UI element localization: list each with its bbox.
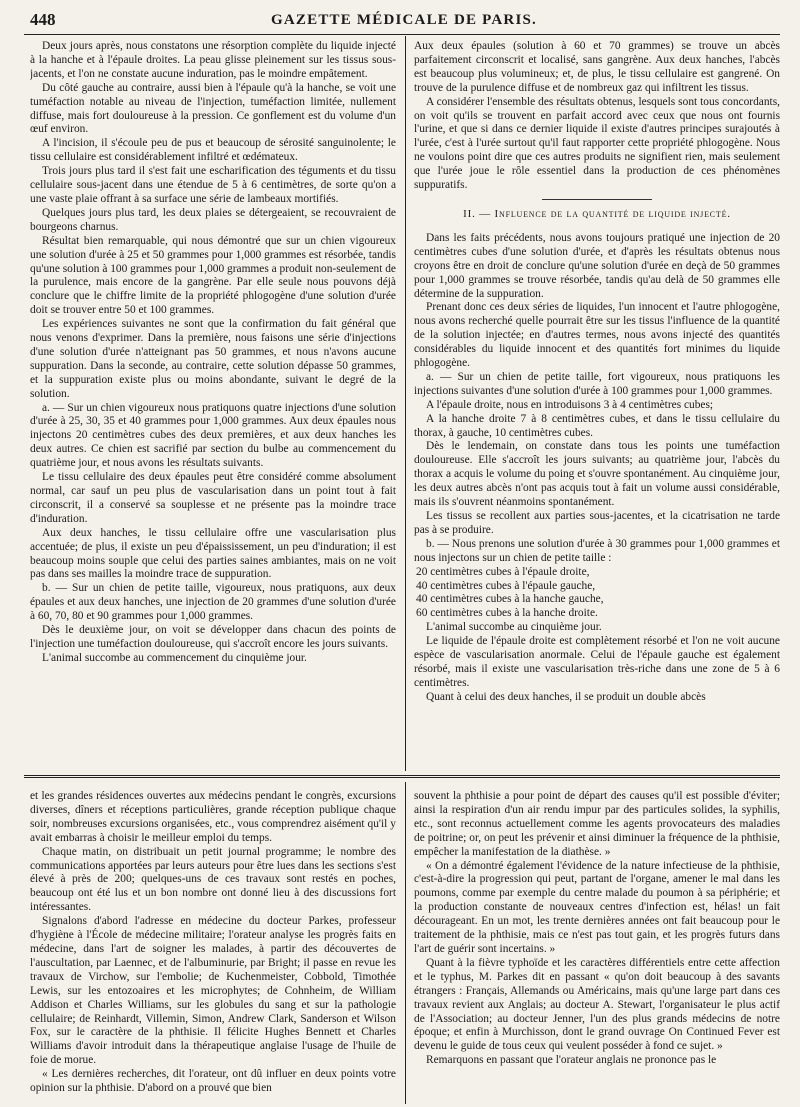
paragraph: « Les dernières recherches, dit l'orateur, ont dû influer en deux points votre opinion sur la phthisie. D'abord on a prouvé que bien bbox=[30, 1068, 396, 1095]
paragraph: A l'épaule droite, nous en introduisons 3 à 4 centimètres cubes; bbox=[426, 398, 714, 411]
paragraph: A la hanche droite 7 à 8 centimètres cubes, et dans le tissu cellulaire du thorax, à gauche, 10 centimètres cubes. bbox=[414, 412, 780, 439]
paragraph: Quant à celui des deux hanches, il se produit un double abcès bbox=[426, 690, 706, 703]
lower-left-column bbox=[30, 790, 396, 1105]
paragraph: Le liquide de l'épaule droite est complètement résorbé et l'on ne voit aucune espèce de vascularisation anormale. Celui de l'épaule gauche est également résorbé, mais il existe une vascularisation très-riche dans une zone de 5 à 6 centimètres. bbox=[414, 635, 780, 689]
list-item: 40 centimètres cubes à la hanche gauche, bbox=[416, 593, 604, 606]
list-item: 60 centimètres cubes à la hanche droite. bbox=[416, 607, 598, 620]
paragraph: Dès le lendemain, on constate dans tous les points une tuméfaction douloureuse. Elle s'accroît les jours suivants; au quatrième jour, l'abcès du thorax a acquis le volume du poing et s'ouvre spontanément. Au cinquième jour, les deux autres abcès n'ont pas acquis tout à fait un volume aussi considérable, mais ils s'ouvrent néanmoins spontanément. bbox=[414, 440, 780, 509]
paragraph: Les tissus se recollent aux parties sous-jacentes, et la cicatrisation ne tarde pas à se produire. bbox=[414, 510, 780, 536]
paragraph: Trois jours plus tard il s'est fait une escharification des téguments et du tissu cellulaire sous-jacent dans une étendue de 5 à 6 centimètres, de sorte qu'on a une vaste plaie offrant à sa surface une série de lambeaux mortifiés. bbox=[30, 165, 396, 205]
paragraph: « On a démontré également l'évidence de la nature infectieuse de la phthisie, c'est-à-dire la progression qui peut, partant de l'organe, amener le mal dans les poumons, comme par exemple du centre malade du poumon à sa périphérie; et la production constante de nouveaux centres d'infection est, hélas! un fait décourageant. En un mot, les trente dernières années ont fait beaucoup pour le traitement de la phthisie, mais ce n'est pas tout gain, et les progrès futurs dans l'art de guérir sont incertains. » bbox=[414, 859, 780, 955]
paragraph: Quant à la fièvre typhoïde et les caractères différentiels entre cette affection et le typhus, M. Parkes dit en passant « qu'on doit beaucoup à des savants étrangers : Français, Allemands ou Américains, mais qu'une large part dans ces travaux revient aux Anglais; au docteur A. Stewart, l'organisateur le plus actif de l'Association; au docteur Jenner, l'un des plus grands médecins de notre époque; et enfin à Murchisson, dont le grand ouvrage On Continued Fever est devenu le guide de tous ceux qui veulent posséder à fond ce sujet. » bbox=[414, 956, 780, 1053]
upper-right-column bbox=[414, 40, 780, 772]
paragraph: Aux deux hanches, le tissu cellulaire offre une vascularisation plus accentuée; de plus, il existe un peu d'épaississement, un peu d'induration; il est beaucoup moins souple que celui des parties saines ambiantes, mais on ne voit pas dans ses mailles la moindre trace de suppuration. bbox=[30, 526, 396, 581]
journal-title: GAZETTE MÉDICALE DE PARIS. bbox=[271, 11, 537, 28]
page-number: 448 bbox=[30, 10, 56, 29]
paragraph: A considérer l'ensemble des résultats obtenus, lesquels sont tous concordants, on voit qu'ils se trouvent en parfait accord avec ceux que nous ont fournis l'urine, et que si dans ce dernier liquide il existe d'autres principes surajoutés à l'urée, c'est à l'urée surtout qu'il faut rapporter cette propriété phlogogène. Nous ne voulons point dire que ces autres produits ne signifient rien, mais seulement que l'urée joue le rôle essentiel dans la production de ces phénomènes suppuratifs. bbox=[414, 95, 780, 192]
paragraph: Résultat bien remarquable, qui nous démontré que sur un chien vigoureux une solution d'urée à 25 et 50 grammes pour 1,000 grammes est résorbée, tandis qu'une solution à 100 grammes pour 1,000 grammes a produit non-seulement de la purulence, mais encore de la gangrène. Par elle seule nous pouvons déjà conclure que le chiffre limite de la propriété phlogogène d'une solution d'urée doit se trouver entre 50 et 100 grammes. bbox=[30, 234, 396, 317]
paragraph: Prenant donc ces deux séries de liquides, l'un innocent et l'autre phlogogène, nous avons recherché quelle pourrait être sur les tissus l'influence de la quantité de la solution injectée; en d'autres termes, nous avons injecté des quantités considérables du liquide innocent et des quantités fort minimes du liquide phlogogène. bbox=[414, 301, 780, 370]
section-divider-double-rule bbox=[24, 775, 780, 778]
paragraph: Le tissu cellulaire des deux épaules peut être considéré comme absolument normal, car sauf un peu plus de vascularisation dans un point tout à fait circonscrit, il a conservé sa souplesse et ne présente pas la moindre trace d'induration. bbox=[30, 471, 396, 525]
paragraph: Les expériences suivantes ne sont que la confirmation du fait général que nous venons d'exprimer. Dans la première, nous faisons une série d'injections d'une solution d'urée n'atteignant pas 50 grammes, et nous n'avons aucune suppuration. Dans la seconde, au contraire, cette solution dépasse 50 grammes, et la suppuration existe plus ou moins abondante, suivant le degré de la solution. bbox=[30, 318, 396, 400]
paragraph: a. — Sur un chien de petite taille, fort vigoureux, nous pratiquons les injections suivantes d'une solution d'urée à 100 grammes pour 1,000 grammes. bbox=[414, 370, 780, 397]
paragraph: Dès le deuxième jour, on voit se développer dans chacun des points de l'injection une tuméfaction douloureuse, qui s'accroît encore les jours suivants. bbox=[30, 624, 396, 650]
paragraph: b. — Nous prenons une solution d'urée à 30 grammes pour 1,000 grammes et nous injectons sur un chien de petite taille : bbox=[414, 537, 780, 564]
lower-right-column bbox=[414, 790, 780, 1105]
paragraph: souvent la phthisie a pour point de départ des causes qu'il est possible d'éviter; ainsi la respiration d'un air rendu impur par des particules solides, la syphilis, etc., sont reconnus actuellement comme les agents provocateurs des maladies de poitrine; or, on peut les prévenir et ainsi diminuer la fréquence de la phthisie, empêcher la manifestation de la diathèse. » bbox=[414, 790, 780, 858]
section-separator bbox=[542, 199, 652, 200]
paragraph: Du côté gauche au contraire, aussi bien à l'épaule qu'à la hanche, se voit une tuméfaction notable au niveau de l'injection, tuméfaction limitée, nullement diffuse, mais fort douloureuse à la pression. Ce gonflement est du volume d'un œuf environ. bbox=[30, 81, 396, 136]
paragraph: b. — Sur un chien de petite taille, vigoureux, nous pratiquons, aux deux épaules et aux deux hanches, une injection de 20 grammes d'une solution d'urée à 60, 70, 80 et 90 grammes pour 1,000 grammes. bbox=[30, 582, 396, 623]
list-item: 40 centimètres cubes à l'épaule gauche, bbox=[416, 579, 596, 592]
header-rule bbox=[24, 34, 780, 35]
paragraph: A l'incision, il s'écoule peu de pus et beaucoup de sérosité sanguinolente; le tissu cellulaire est considérablement infiltré et œdémateux. bbox=[30, 137, 396, 164]
paragraph: L'animal succombe au commencement du cinquième jour. bbox=[42, 651, 307, 664]
upper-left-column bbox=[30, 40, 396, 772]
paragraph: Aux deux épaules (solution à 60 et 70 grammes) se trouve un abcès parfaitement circonscrit et localisé, sans gangrène. Aux deux hanches, l'abcès est beaucoup plus volumineux; et, de plus, le tissu cellulaire est gangrené. On trouve de la purulence diffuse et de nombreux gaz qui infiltrent les tissus. bbox=[414, 40, 780, 94]
paragraph: Quelques jours plus tard, les deux plaies se détergeaient, se recouvraient de bourgeons charnus. bbox=[30, 206, 396, 233]
paragraph: Deux jours après, nous constatons une résorption complète du liquide injecté à la hanche et à l'épaule droites. La peau glisse pleinement sur les tissus sous-jacents, et l'on ne constate aucune induration, pas le moindre empâtement. bbox=[30, 40, 396, 80]
list-item: 20 centimètres cubes à l'épaule droite, bbox=[416, 565, 590, 578]
paragraph: Signalons d'abord l'adresse en médecine du docteur Parkes, professeur d'hygiène à l'École de médecine militaire; l'orateur analyse les progrès faits en médecine, dans l'art de soigner les malades, à partir des découvertes de l'auscultation, par Laennec, et de l'albuminurie, par Bright; il passe en revue les travaux de Virchow, sur l'embolie; de Kuchenmeister, Cobbold, Timothée Lewis, sur les entozoaires et les microphytes; de Cohnheim, de William Addison et Charles Williams, sur les globules du sang et sur la pathologie cellulaire; de Reinhardt, Villemin, Simon, Andrew Clark, Sanderson et Wilson Fox, sur le caractère de la phthisie. Il félicite Hughes Bennett et Charles Williams d'avoir introduit dans la thérapeutique anglaise l'usage de l'huile de foie de morue. bbox=[30, 915, 396, 1067]
column-divider-upper bbox=[405, 36, 406, 771]
paragraph: Dans les faits précédents, nous avons toujours pratiqué une injection de 20 centimètres cubes d'une solution d'urée, et d'après les résultats obtenus nous croyons être en droit de conclure qu'une solution d'urée en deçà de 50 grammes pour 1,000 grammes se trouve résorbée, tandis qu'au delà de 50 grammes elle détermine de la suppuration. bbox=[414, 231, 780, 300]
section-heading: II. — Influence de la quantité de liquide injecté. bbox=[463, 207, 731, 220]
paragraph: L'animal succombe au cinquième jour. bbox=[426, 621, 602, 634]
paragraph: et les grandes résidences ouvertes aux médecins pendant le congrès, excursions diverses, dîners et réceptions particulières, grande réception publique chaque soir, nombreuses excursions organisées, etc., vous comprendrez aisément qu'il y avait embarras à choisir le meilleur emploi du temps. bbox=[30, 790, 396, 844]
paragraph: Chaque matin, on distribuait un petit journal programme; le nombre des communications apportées par leurs auteurs pour être lues dans les sections s'est élevé à près de 200; quelques-uns de ces travaux sont restés en poches, beaucoup ont été lus et un bon nombre ont donné lieu à des discussions fort intéressantes. bbox=[30, 845, 396, 914]
paragraph: a. — Sur un chien vigoureux nous pratiquons quatre injections d'une solution d'urée à 25, 30, 35 et 40 grammes pour 1,000 grammes. Aux deux épaules nous injectons 20 centimètres cubes des deux premières, et aux deux hanches les deux autres. Ce chien est sacrifié par section du bulbe au commencement du quatrième jour, et nous avons les résultats suivants. bbox=[30, 401, 396, 470]
column-divider-lower bbox=[405, 782, 406, 1104]
page-header bbox=[30, 8, 778, 32]
paragraph: Remarquons en passant que l'orateur anglais ne prononce pas le bbox=[426, 1054, 717, 1067]
